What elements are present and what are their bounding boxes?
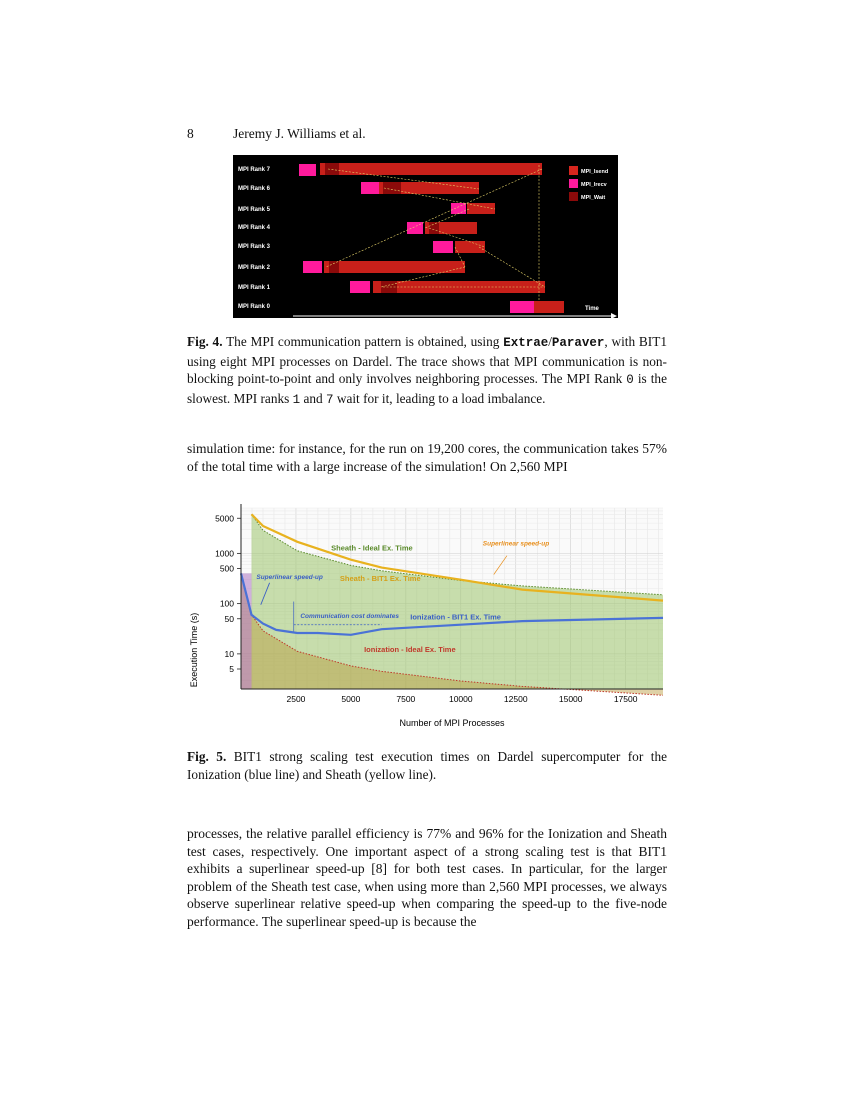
caption-code: 0 bbox=[626, 373, 634, 387]
caption-code: Extrae bbox=[503, 336, 549, 350]
x-tick-label: 2500 bbox=[286, 694, 306, 704]
annotation-superlinear-left: Superlinear speed-up bbox=[256, 573, 323, 581]
caption-code: 1 bbox=[292, 392, 301, 407]
body-paragraph: processes, the relative parallel efficiency is 77% and 96% for the Ionization and Sheath test cases, respectively. One important aspect of a strong scaling test is that BIT1 exhibits a superlinear speed-up [8] for both test cases. In particular, for the larger problem of the Sheath test case, when using more than 2,560 MPI processes, we always observe superlinear relative speed-up when comparing the speed-up to the five-node performance. The superlinear speed-up is because the bbox=[187, 826, 667, 929]
y-axis-label: Execution Time (s) bbox=[189, 612, 199, 688]
wait-bar-2 bbox=[329, 261, 339, 273]
irecv-bar-1 bbox=[350, 281, 370, 293]
caption-text: The MPI communication pattern is obtained, using bbox=[226, 334, 500, 349]
rank-label-1: MPI Rank 1 bbox=[238, 285, 271, 291]
y-tick-label: 5 bbox=[229, 664, 234, 675]
x-tick-label: 17500 bbox=[613, 694, 638, 704]
annotation-sheath-bit1: Sheath - BIT1 Ex. Time bbox=[339, 574, 421, 584]
x-tick-label: 15000 bbox=[558, 694, 583, 704]
rank-label-4: MPI Rank 4 bbox=[238, 225, 271, 231]
legend-swatch-irecv bbox=[569, 179, 578, 188]
irecv-bar-3 bbox=[433, 241, 453, 253]
figure-5-chart bbox=[185, 500, 670, 735]
figure-4-trace bbox=[233, 155, 618, 318]
y-tick-label: 500 bbox=[219, 563, 234, 574]
caption-code: Paraver bbox=[551, 336, 605, 350]
rank-label-3: MPI Rank 3 bbox=[238, 244, 271, 250]
rank-label-7: MPI Rank 7 bbox=[238, 167, 271, 173]
wait-bar-4 bbox=[429, 222, 439, 234]
rank-label-5: MPI Rank 5 bbox=[238, 207, 271, 213]
caption-text: is the slowest. MPI ranks bbox=[187, 371, 667, 406]
irecv-bar-0 bbox=[510, 301, 534, 313]
caption-code: 7 bbox=[326, 392, 334, 407]
trace-canvas bbox=[233, 155, 618, 318]
isend-bar-3 bbox=[455, 241, 485, 253]
trace-bars bbox=[299, 163, 564, 313]
caption-text: wait for it, leading to a load imbalance. bbox=[336, 390, 546, 406]
annotation-sheath-ideal: Sheath - Ideal Ex. Time bbox=[331, 543, 413, 553]
x-tick-label: 7500 bbox=[396, 694, 416, 704]
scaling-chart bbox=[185, 500, 670, 735]
body-paragraph: simulation time: for instance, for the run on 19,200 cores, the communication takes 57% of the total time with a large increase of the simulation! On 2,560 MPI bbox=[187, 441, 667, 474]
legend-swatch-wait bbox=[569, 192, 578, 201]
wait-bar-6 bbox=[383, 182, 401, 194]
irecv-bar-7 bbox=[299, 164, 316, 176]
caption-text: , with BIT1 using eight MPI processes on Dardel. The trace shows that MPI communication is non-blocking point-to-point and only involves neighboring processes. The MPI Rank bbox=[187, 334, 667, 386]
figure-5-label: Fig. 5. bbox=[187, 749, 227, 764]
y-tick-label: 5000 bbox=[215, 513, 234, 524]
legend-swatch-isend bbox=[569, 166, 578, 175]
isend-bar-2 bbox=[324, 261, 465, 273]
irecv-bar-6 bbox=[361, 182, 379, 194]
rank-label-0: MPI Rank 0 bbox=[238, 304, 271, 310]
running-authors: Jeremy J. Williams et al. bbox=[233, 126, 366, 141]
x-tick-label: 10000 bbox=[448, 694, 473, 704]
caption-text: BIT1 strong scaling test execution times on Dardel supercomputer for the Ionization (blue line) and Sheath (yellow line). bbox=[187, 749, 668, 782]
annotation-superlinear-right: Superlinear speed-up bbox=[482, 540, 550, 548]
page-number: 8 bbox=[187, 126, 194, 141]
caption-text: / bbox=[548, 334, 552, 349]
x-axis-label: Number of MPI Processes bbox=[399, 718, 505, 728]
isend-bar-0 bbox=[534, 301, 564, 313]
figure-5-caption bbox=[187, 748, 667, 783]
irecv-bar-2 bbox=[303, 261, 322, 273]
figure-4-caption bbox=[187, 333, 667, 409]
time-label: Time bbox=[585, 306, 599, 312]
x-tick-label: 5000 bbox=[341, 694, 361, 704]
legend-isend: MPI_Isend bbox=[581, 169, 609, 175]
annotation-comm-cost: Communication cost dominates bbox=[300, 612, 399, 620]
trace-legend bbox=[569, 166, 608, 201]
y-tick-label: 100 bbox=[219, 598, 234, 609]
annotation-ionization-bit1: Ionization - BIT1 Ex. Time bbox=[410, 612, 501, 622]
y-tick-label: 50 bbox=[224, 613, 234, 624]
x-tick-label: 12500 bbox=[503, 694, 528, 704]
y-tick-label: 1000 bbox=[215, 548, 234, 559]
rank-label-6: MPI Rank 6 bbox=[238, 186, 271, 192]
legend-irecv: MPI_Irecv bbox=[581, 182, 607, 188]
isend-bar-7 bbox=[320, 163, 542, 175]
legend-wait: MPI_Wait bbox=[581, 195, 606, 201]
wait-bar-7 bbox=[325, 163, 339, 175]
time-axis-arrow bbox=[611, 313, 617, 318]
y-tick-label: 10 bbox=[224, 648, 234, 659]
caption-text: and bbox=[303, 390, 323, 406]
annotation-ionization-ideal: Ionization - Ideal Ex. Time bbox=[364, 644, 456, 654]
figure-4-label: Fig. 4. bbox=[187, 334, 223, 349]
rank-label-2: MPI Rank 2 bbox=[238, 265, 271, 271]
